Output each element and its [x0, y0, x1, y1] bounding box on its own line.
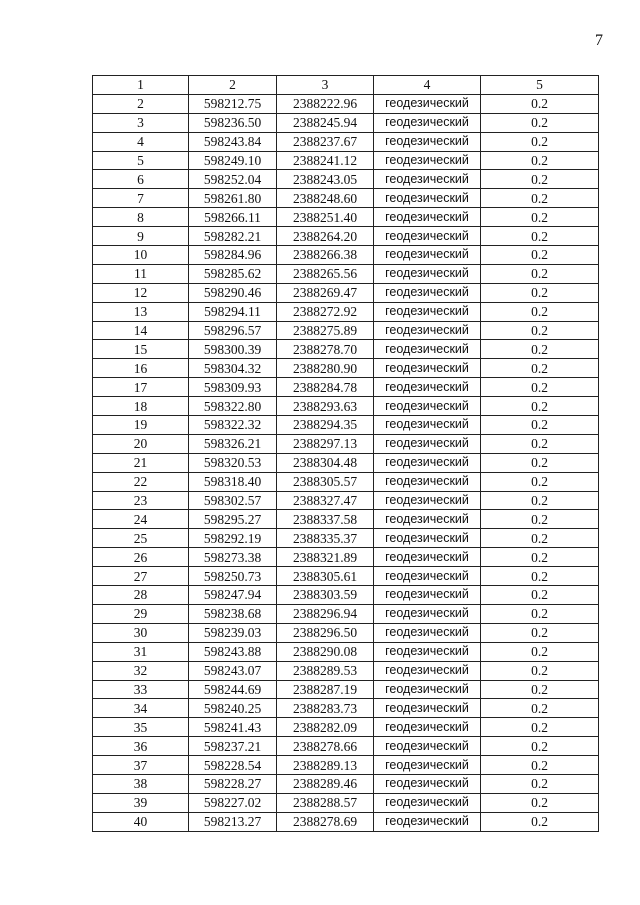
point-number-cell: 15 — [93, 340, 189, 359]
method-cell: геодезический — [374, 604, 481, 623]
method-cell: геодезический — [374, 623, 481, 642]
table-row — [93, 472, 599, 491]
y-coordinate-cell: 2388278.66 — [277, 737, 374, 756]
table-header-row — [93, 76, 599, 95]
y-coordinate-cell: 2388335.37 — [277, 529, 374, 548]
table-row — [93, 548, 599, 567]
table-row — [93, 812, 599, 831]
x-coordinate-cell: 598302.57 — [189, 491, 277, 510]
accuracy-cell: 0.2 — [481, 170, 599, 189]
table-row — [93, 170, 599, 189]
y-coordinate-cell: 2388248.60 — [277, 189, 374, 208]
x-coordinate-cell: 598309.93 — [189, 378, 277, 397]
method-cell: геодезический — [374, 397, 481, 416]
y-coordinate-cell: 2388289.46 — [277, 774, 374, 793]
x-coordinate-cell: 598282.21 — [189, 227, 277, 246]
accuracy-cell: 0.2 — [481, 208, 599, 227]
point-number-cell: 24 — [93, 510, 189, 529]
accuracy-cell: 0.2 — [481, 491, 599, 510]
method-cell: геодезический — [374, 189, 481, 208]
y-coordinate-cell: 2388264.20 — [277, 227, 374, 246]
method-cell: геодезический — [374, 718, 481, 737]
accuracy-cell: 0.2 — [481, 586, 599, 605]
accuracy-cell: 0.2 — [481, 246, 599, 265]
point-number-cell: 37 — [93, 756, 189, 775]
point-number-cell: 25 — [93, 529, 189, 548]
y-coordinate-cell: 2388269.47 — [277, 283, 374, 302]
method-cell: геодезический — [374, 680, 481, 699]
x-coordinate-cell: 598243.84 — [189, 132, 277, 151]
x-coordinate-cell: 598227.02 — [189, 793, 277, 812]
x-coordinate-cell: 598237.21 — [189, 737, 277, 756]
method-cell: геодезический — [374, 227, 481, 246]
method-cell: геодезический — [374, 416, 481, 435]
method-cell: геодезический — [374, 94, 481, 113]
accuracy-cell: 0.2 — [481, 472, 599, 491]
method-cell: геодезический — [374, 302, 481, 321]
method-cell: геодезический — [374, 586, 481, 605]
method-cell: геодезический — [374, 567, 481, 586]
x-coordinate-cell: 598294.11 — [189, 302, 277, 321]
x-coordinate-cell: 598238.68 — [189, 604, 277, 623]
point-number-cell: 36 — [93, 737, 189, 756]
y-coordinate-cell: 2388289.13 — [277, 756, 374, 775]
accuracy-cell: 0.2 — [481, 529, 599, 548]
accuracy-cell: 0.2 — [481, 793, 599, 812]
method-cell: геодезический — [374, 737, 481, 756]
table-row — [93, 604, 599, 623]
y-coordinate-cell: 2388243.05 — [277, 170, 374, 189]
x-coordinate-cell: 598213.27 — [189, 812, 277, 831]
method-cell: геодезический — [374, 491, 481, 510]
y-coordinate-cell: 2388337.58 — [277, 510, 374, 529]
method-cell: геодезический — [374, 132, 481, 151]
x-coordinate-cell: 598296.57 — [189, 321, 277, 340]
method-cell: геодезический — [374, 113, 481, 132]
accuracy-cell: 0.2 — [481, 661, 599, 680]
accuracy-cell: 0.2 — [481, 434, 599, 453]
table-row — [93, 302, 599, 321]
table-row — [93, 113, 599, 132]
x-coordinate-cell: 598241.43 — [189, 718, 277, 737]
x-coordinate-cell: 598244.69 — [189, 680, 277, 699]
y-coordinate-cell: 2388321.89 — [277, 548, 374, 567]
header-cell-3: 3 — [277, 76, 374, 95]
point-number-cell: 3 — [93, 113, 189, 132]
point-number-cell: 20 — [93, 434, 189, 453]
method-cell: геодезический — [374, 283, 481, 302]
x-coordinate-cell: 598318.40 — [189, 472, 277, 491]
x-coordinate-cell: 598240.25 — [189, 699, 277, 718]
point-number-cell: 11 — [93, 264, 189, 283]
y-coordinate-cell: 2388284.78 — [277, 378, 374, 397]
method-cell: геодезический — [374, 434, 481, 453]
point-number-cell: 4 — [93, 132, 189, 151]
point-number-cell: 40 — [93, 812, 189, 831]
x-coordinate-cell: 598261.80 — [189, 189, 277, 208]
y-coordinate-cell: 2388297.13 — [277, 434, 374, 453]
point-number-cell: 26 — [93, 548, 189, 567]
point-number-cell: 35 — [93, 718, 189, 737]
method-cell: геодезический — [374, 151, 481, 170]
accuracy-cell: 0.2 — [481, 774, 599, 793]
y-coordinate-cell: 2388304.48 — [277, 453, 374, 472]
method-cell: геодезический — [374, 699, 481, 718]
y-coordinate-cell: 2388222.96 — [277, 94, 374, 113]
table-row — [93, 283, 599, 302]
x-coordinate-cell: 598243.88 — [189, 642, 277, 661]
point-number-cell: 14 — [93, 321, 189, 340]
table-body — [93, 94, 599, 831]
x-coordinate-cell: 598228.54 — [189, 756, 277, 775]
x-coordinate-cell: 598326.21 — [189, 434, 277, 453]
method-cell: геодезический — [374, 774, 481, 793]
y-coordinate-cell: 2388275.89 — [277, 321, 374, 340]
y-coordinate-cell: 2388278.69 — [277, 812, 374, 831]
y-coordinate-cell: 2388288.57 — [277, 793, 374, 812]
accuracy-cell: 0.2 — [481, 737, 599, 756]
table-row — [93, 340, 599, 359]
y-coordinate-cell: 2388303.59 — [277, 586, 374, 605]
x-coordinate-cell: 598322.80 — [189, 397, 277, 416]
table-row — [93, 699, 599, 718]
y-coordinate-cell: 2388296.50 — [277, 623, 374, 642]
point-number-cell: 22 — [93, 472, 189, 491]
y-coordinate-cell: 2388245.94 — [277, 113, 374, 132]
accuracy-cell: 0.2 — [481, 699, 599, 718]
point-number-cell: 34 — [93, 699, 189, 718]
header-cell-5: 5 — [481, 76, 599, 95]
x-coordinate-cell: 598239.03 — [189, 623, 277, 642]
x-coordinate-cell: 598292.19 — [189, 529, 277, 548]
accuracy-cell: 0.2 — [481, 623, 599, 642]
accuracy-cell: 0.2 — [481, 548, 599, 567]
accuracy-cell: 0.2 — [481, 321, 599, 340]
method-cell: геодезический — [374, 812, 481, 831]
point-number-cell: 8 — [93, 208, 189, 227]
x-coordinate-cell: 598212.75 — [189, 94, 277, 113]
table-row — [93, 453, 599, 472]
accuracy-cell: 0.2 — [481, 227, 599, 246]
accuracy-cell: 0.2 — [481, 756, 599, 775]
point-number-cell: 29 — [93, 604, 189, 623]
x-coordinate-cell: 598284.96 — [189, 246, 277, 265]
y-coordinate-cell: 2388305.57 — [277, 472, 374, 491]
table-row — [93, 151, 599, 170]
x-coordinate-cell: 598250.73 — [189, 567, 277, 586]
point-number-cell: 30 — [93, 623, 189, 642]
x-coordinate-cell: 598266.11 — [189, 208, 277, 227]
table-row — [93, 208, 599, 227]
point-number-cell: 10 — [93, 246, 189, 265]
point-number-cell: 13 — [93, 302, 189, 321]
y-coordinate-cell: 2388265.56 — [277, 264, 374, 283]
point-number-cell: 23 — [93, 491, 189, 510]
header-cell-2: 2 — [189, 76, 277, 95]
y-coordinate-cell: 2388293.63 — [277, 397, 374, 416]
method-cell: геодезический — [374, 756, 481, 775]
accuracy-cell: 0.2 — [481, 113, 599, 132]
method-cell: геодезический — [374, 510, 481, 529]
method-cell: геодезический — [374, 642, 481, 661]
x-coordinate-cell: 598290.46 — [189, 283, 277, 302]
accuracy-cell: 0.2 — [481, 510, 599, 529]
accuracy-cell: 0.2 — [481, 340, 599, 359]
point-number-cell: 39 — [93, 793, 189, 812]
table-row — [93, 132, 599, 151]
method-cell: геодезический — [374, 321, 481, 340]
table-row — [93, 737, 599, 756]
table-row — [93, 434, 599, 453]
point-number-cell: 18 — [93, 397, 189, 416]
table-row — [93, 321, 599, 340]
table-row — [93, 510, 599, 529]
y-coordinate-cell: 2388237.67 — [277, 132, 374, 151]
accuracy-cell: 0.2 — [481, 94, 599, 113]
x-coordinate-cell: 598243.07 — [189, 661, 277, 680]
table-row — [93, 246, 599, 265]
y-coordinate-cell: 2388290.08 — [277, 642, 374, 661]
y-coordinate-cell: 2388283.73 — [277, 699, 374, 718]
table-row — [93, 189, 599, 208]
point-number-cell: 17 — [93, 378, 189, 397]
page-number: 7 — [595, 32, 603, 49]
x-coordinate-cell: 598320.53 — [189, 453, 277, 472]
accuracy-cell: 0.2 — [481, 264, 599, 283]
method-cell: геодезический — [374, 472, 481, 491]
table-row — [93, 264, 599, 283]
method-cell: геодезический — [374, 264, 481, 283]
x-coordinate-cell: 598304.32 — [189, 359, 277, 378]
method-cell: геодезический — [374, 340, 481, 359]
point-number-cell: 31 — [93, 642, 189, 661]
coordinates-table — [92, 75, 599, 832]
table-row — [93, 623, 599, 642]
accuracy-cell: 0.2 — [481, 397, 599, 416]
x-coordinate-cell: 598295.27 — [189, 510, 277, 529]
method-cell: геодезический — [374, 170, 481, 189]
point-number-cell: 38 — [93, 774, 189, 793]
y-coordinate-cell: 2388327.47 — [277, 491, 374, 510]
table-row — [93, 416, 599, 435]
x-coordinate-cell: 598252.04 — [189, 170, 277, 189]
point-number-cell: 6 — [93, 170, 189, 189]
accuracy-cell: 0.2 — [481, 567, 599, 586]
method-cell: геодезический — [374, 378, 481, 397]
table-row — [93, 774, 599, 793]
table-row — [93, 397, 599, 416]
table-row — [93, 756, 599, 775]
method-cell: геодезический — [374, 661, 481, 680]
accuracy-cell: 0.2 — [481, 453, 599, 472]
y-coordinate-cell: 2388294.35 — [277, 416, 374, 435]
point-number-cell: 9 — [93, 227, 189, 246]
y-coordinate-cell: 2388287.19 — [277, 680, 374, 699]
accuracy-cell: 0.2 — [481, 604, 599, 623]
table-row — [93, 718, 599, 737]
point-number-cell: 21 — [93, 453, 189, 472]
point-number-cell: 5 — [93, 151, 189, 170]
y-coordinate-cell: 2388282.09 — [277, 718, 374, 737]
point-number-cell: 33 — [93, 680, 189, 699]
method-cell: геодезический — [374, 246, 481, 265]
accuracy-cell: 0.2 — [481, 812, 599, 831]
point-number-cell: 19 — [93, 416, 189, 435]
point-number-cell: 2 — [93, 94, 189, 113]
table-row — [93, 793, 599, 812]
x-coordinate-cell: 598228.27 — [189, 774, 277, 793]
table-row — [93, 94, 599, 113]
point-number-cell: 7 — [93, 189, 189, 208]
method-cell: геодезический — [374, 793, 481, 812]
method-cell: геодезический — [374, 529, 481, 548]
accuracy-cell: 0.2 — [481, 132, 599, 151]
accuracy-cell: 0.2 — [481, 302, 599, 321]
y-coordinate-cell: 2388305.61 — [277, 567, 374, 586]
y-coordinate-cell: 2388266.38 — [277, 246, 374, 265]
header-cell-4: 4 — [374, 76, 481, 95]
x-coordinate-cell: 598322.32 — [189, 416, 277, 435]
accuracy-cell: 0.2 — [481, 416, 599, 435]
header-cell-1: 1 — [93, 76, 189, 95]
x-coordinate-cell: 598285.62 — [189, 264, 277, 283]
y-coordinate-cell: 2388251.40 — [277, 208, 374, 227]
y-coordinate-cell: 2388278.70 — [277, 340, 374, 359]
table-row — [93, 661, 599, 680]
accuracy-cell: 0.2 — [481, 378, 599, 397]
method-cell: геодезический — [374, 548, 481, 567]
accuracy-cell: 0.2 — [481, 680, 599, 699]
y-coordinate-cell: 2388272.92 — [277, 302, 374, 321]
accuracy-cell: 0.2 — [481, 642, 599, 661]
point-number-cell: 12 — [93, 283, 189, 302]
point-number-cell: 27 — [93, 567, 189, 586]
method-cell: геодезический — [374, 208, 481, 227]
accuracy-cell: 0.2 — [481, 189, 599, 208]
point-number-cell: 28 — [93, 586, 189, 605]
accuracy-cell: 0.2 — [481, 718, 599, 737]
table-row — [93, 378, 599, 397]
table-row — [93, 680, 599, 699]
x-coordinate-cell: 598247.94 — [189, 586, 277, 605]
y-coordinate-cell: 2388280.90 — [277, 359, 374, 378]
accuracy-cell: 0.2 — [481, 283, 599, 302]
table-row — [93, 529, 599, 548]
point-number-cell: 32 — [93, 661, 189, 680]
table-row — [93, 227, 599, 246]
method-cell: геодезический — [374, 453, 481, 472]
y-coordinate-cell: 2388296.94 — [277, 604, 374, 623]
table-row — [93, 586, 599, 605]
x-coordinate-cell: 598236.50 — [189, 113, 277, 132]
accuracy-cell: 0.2 — [481, 359, 599, 378]
y-coordinate-cell: 2388289.53 — [277, 661, 374, 680]
x-coordinate-cell: 598249.10 — [189, 151, 277, 170]
table-row — [93, 567, 599, 586]
x-coordinate-cell: 598273.38 — [189, 548, 277, 567]
accuracy-cell: 0.2 — [481, 151, 599, 170]
method-cell: геодезический — [374, 359, 481, 378]
table-row — [93, 642, 599, 661]
point-number-cell: 16 — [93, 359, 189, 378]
table-row — [93, 359, 599, 378]
y-coordinate-cell: 2388241.12 — [277, 151, 374, 170]
table-row — [93, 491, 599, 510]
x-coordinate-cell: 598300.39 — [189, 340, 277, 359]
